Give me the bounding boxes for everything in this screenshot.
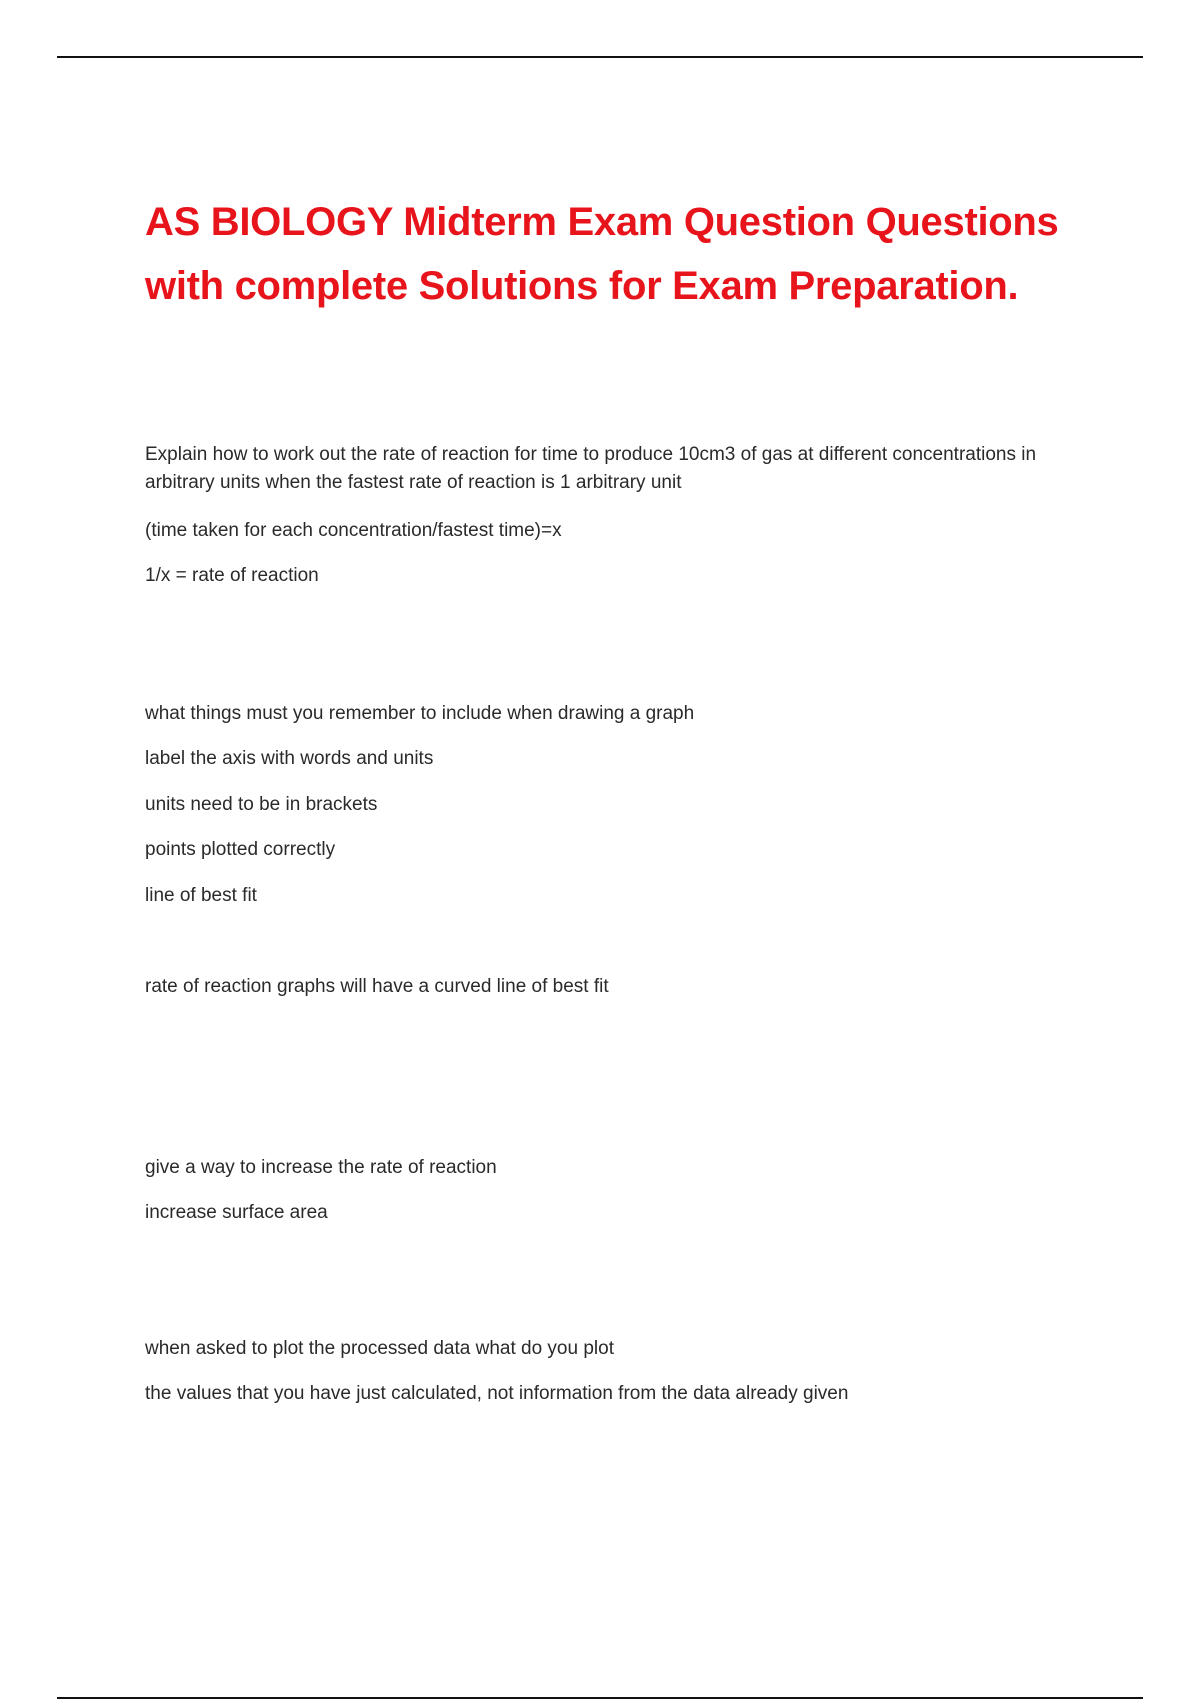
- question-1: Explain how to work out the rate of reaction for time to produce 10cm3 of gas at different concentrations in arbitrary units when the fastest rate of reaction is 1 arbitrary unit: [145, 444, 1037, 493]
- qa-answer-3-1-wrap: [145, 1199, 1075, 1227]
- qa-answer-2-5-wrap: [145, 973, 1075, 1001]
- qa-answer-1-2-wrap: [145, 562, 1075, 590]
- answer-1-1: (time taken for each concentration/fastest time)=x: [145, 520, 562, 541]
- answer-1-2: 1/x = rate of reaction: [145, 565, 319, 586]
- answer-3-1: increase surface area: [145, 1202, 328, 1223]
- qa-answer-1-1-wrap: [145, 517, 1075, 545]
- qa-answer-4-1-wrap: [145, 1380, 1075, 1408]
- footer-rule: [57, 1697, 1143, 1699]
- question-3: give a way to increase the rate of reaction: [145, 1157, 497, 1178]
- answer-2-5: rate of reaction graphs will have a curved line of best fit: [145, 976, 609, 997]
- qa-answer-2-2-wrap: [145, 791, 1075, 819]
- question-4: when asked to plot the processed data what do you plot: [145, 1338, 614, 1359]
- answer-2-4: line of best fit: [145, 885, 257, 906]
- qa-item-3: [145, 1154, 1075, 1182]
- qa-answer-2-4-wrap: [145, 882, 1075, 910]
- answer-2-1: label the axis with words and units: [145, 748, 434, 769]
- header-rule: [57, 56, 1143, 58]
- document-body: [145, 190, 1075, 318]
- qa-item-2: [145, 700, 1075, 728]
- qa-item-1: [145, 441, 1075, 497]
- qa-answer-2-3-wrap: [145, 836, 1075, 864]
- document-title: AS BIOLOGY Midterm Exam Question Questions with complete Solutions for Exam Preparation.: [145, 200, 1059, 308]
- qa-item-4: [145, 1335, 1075, 1363]
- question-2: what things must you remember to include when drawing a graph: [145, 703, 695, 724]
- answer-2-3: points plotted correctly: [145, 839, 336, 860]
- qa-answer-2-1-wrap: [145, 745, 1075, 773]
- answer-2-2: units need to be in brackets: [145, 794, 378, 815]
- answer-4-1: the values that you have just calculated, not information from the data already given: [145, 1383, 849, 1404]
